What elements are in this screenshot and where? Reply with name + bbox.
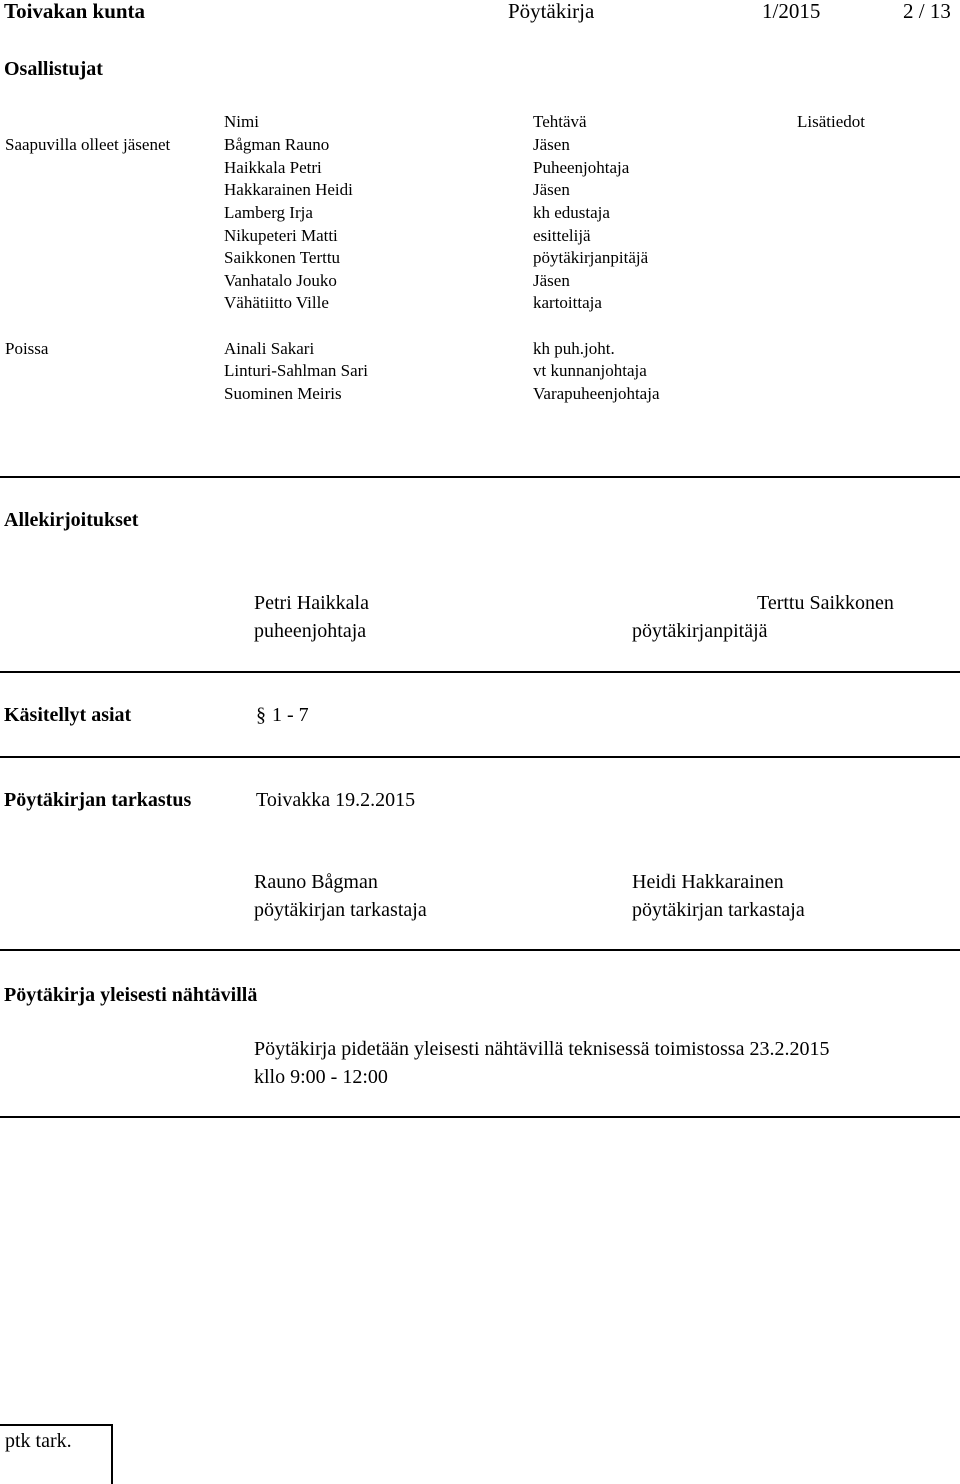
section-divider	[0, 1116, 960, 1118]
signer-role-chair: puheenjohtaja	[254, 620, 367, 642]
participant-role: esittelijä	[533, 226, 591, 245]
reviewer-initials-label: ptk tark.	[5, 1430, 72, 1452]
participant-role: pöytäkirjanpitäjä	[533, 248, 649, 267]
column-header-name: Nimi	[224, 112, 259, 131]
handled-items-title: Käsitellyt asiat	[4, 704, 132, 726]
section-divider	[0, 476, 960, 478]
participant-role: Puheenjohtaja	[533, 158, 630, 177]
section-divider	[0, 949, 960, 951]
participant-name: Ainali Sakari	[224, 339, 315, 358]
review-title: Pöytäkirjan tarkastus	[4, 789, 192, 811]
present-label: Saapuvilla olleet jäsenet	[5, 135, 171, 154]
signer-name-chair: Petri Haikkala	[254, 592, 369, 614]
signatures-title: Allekirjoitukset	[4, 509, 139, 531]
signer-role-secretary: pöytäkirjanpitäjä	[632, 620, 768, 642]
participant-name: Nikupeteri Matti	[224, 226, 338, 245]
participant-name: Lamberg Irja	[224, 203, 313, 222]
public-display-title: Pöytäkirja yleisesti nähtävillä	[4, 984, 258, 1006]
participant-role: Jäsen	[533, 180, 570, 199]
participant-name: Vanhatalo Jouko	[224, 271, 337, 290]
document-type: Pöytäkirja	[508, 0, 595, 23]
participant-role: Jäsen	[533, 135, 570, 154]
section-symbol: §	[256, 704, 266, 726]
absent-label: Poissa	[5, 339, 49, 358]
section-divider	[0, 756, 960, 758]
review-place-date: Toivakka 19.2.2015	[256, 789, 416, 811]
participant-role: Jäsen	[533, 271, 570, 290]
participant-role: kh edustaja	[533, 203, 610, 222]
participant-role: kh puh.joht.	[533, 339, 615, 358]
participant-name: Bågman Rauno	[224, 135, 330, 154]
participant-name: Vähätiitto Ville	[224, 293, 329, 312]
participant-name: Hakkarainen Heidi	[224, 180, 353, 199]
participants-title: Osallistujat	[4, 58, 103, 80]
page-number: 2 / 13	[903, 0, 951, 23]
reviewer-name: Heidi Hakkarainen	[632, 871, 784, 893]
participant-name: Suominen Meiris	[224, 384, 342, 403]
participant-name: Saikkonen Terttu	[224, 248, 341, 267]
column-header-info: Lisätiedot	[797, 112, 865, 131]
reviewer-initials-box	[0, 1424, 113, 1484]
reviewer-role: pöytäkirjan tarkastaja	[254, 899, 427, 921]
section-divider	[0, 671, 960, 673]
signer-name-secretary: Terttu Saikkonen	[757, 592, 894, 614]
participant-role: vt kunnanjohtaja	[533, 361, 647, 380]
participant-name: Haikkala Petri	[224, 158, 322, 177]
municipality-name: Toivakan kunta	[4, 0, 146, 23]
public-display-hours: kllo 9:00 - 12:00	[254, 1066, 388, 1088]
reviewer-role: pöytäkirjan tarkastaja	[632, 899, 805, 921]
column-header-role: Tehtävä	[533, 112, 587, 131]
reviewer-name: Rauno Bågman	[254, 871, 378, 893]
public-display-text: Pöytäkirja pidetään yleisesti nähtävillä teknisessä toimistossa 23.2.2015	[254, 1038, 830, 1060]
participant-name: Linturi-Sahlman Sari	[224, 361, 369, 380]
document-number: 1/2015	[762, 0, 821, 23]
participant-role: kartoittaja	[533, 293, 602, 312]
handled-items-range: 1 - 7	[272, 704, 309, 726]
participant-role: Varapuheenjohtaja	[533, 384, 660, 403]
